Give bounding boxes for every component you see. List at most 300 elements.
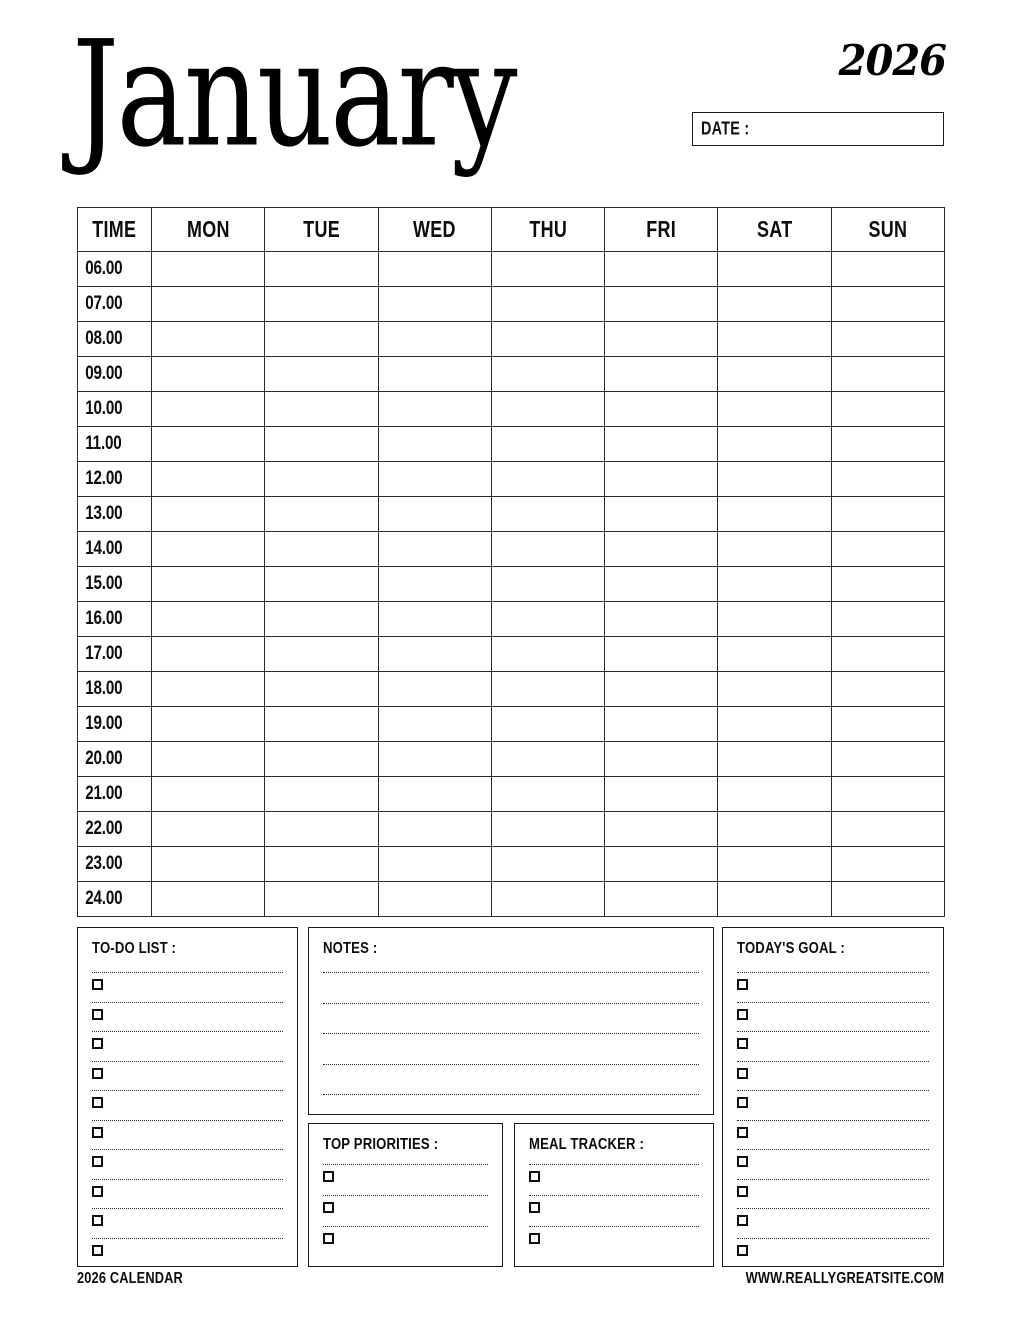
schedule-slot-tue-1500[interactable]: [265, 567, 378, 602]
schedule-time-label: 08.00: [85, 328, 123, 349]
schedule-slot-sat-2100[interactable]: [718, 777, 831, 812]
schedule-slot-sat-1800[interactable]: [718, 672, 831, 707]
schedule-slot-thu-2100[interactable]: [491, 777, 604, 812]
priority-item-row: [323, 1195, 488, 1226]
schedule-time-label: 09.00: [85, 363, 123, 384]
schedule-time-label: 15.00: [85, 573, 123, 594]
meal-item-writing-line[interactable]: [529, 1226, 699, 1227]
goal-item-row: [737, 1090, 929, 1120]
todo-item-checkbox[interactable]: [92, 1068, 103, 1079]
schedule-slot-sat-1400[interactable]: [718, 532, 831, 567]
todo-item-row: [92, 1090, 283, 1120]
schedule-slot-mon-1100[interactable]: [152, 427, 265, 462]
schedule-slot-sat-2200[interactable]: [718, 812, 831, 847]
schedule-slot-sun-1100[interactable]: [831, 427, 944, 462]
schedule-slot-mon-2000[interactable]: [152, 742, 265, 777]
meal-tracker-lines: [529, 1164, 699, 1257]
todo-item-row: [92, 1120, 283, 1150]
schedule-time-cell: [78, 812, 152, 847]
schedule-row: [78, 882, 945, 917]
schedule-time-label: 07.00: [85, 293, 123, 314]
schedule-header-sat: [718, 208, 831, 252]
goal-item-writing-line[interactable]: [737, 972, 929, 973]
notes-line-row: [323, 972, 699, 1003]
footer-calendar-label: 2026 CALENDAR: [77, 1270, 183, 1287]
schedule-slot-fri-1100[interactable]: [605, 427, 718, 462]
schedule-slot-tue-1300[interactable]: [265, 497, 378, 532]
schedule-time-label: 17.00: [85, 643, 123, 664]
todo-item-writing-line[interactable]: [92, 1179, 283, 1180]
todo-item-checkbox[interactable]: [92, 1215, 103, 1226]
schedule-slot-fri-2400[interactable]: [605, 882, 718, 917]
schedule-slot-sun-1000[interactable]: [831, 392, 944, 427]
schedule-slot-tue-1400[interactable]: [265, 532, 378, 567]
top-priorities-lines: [323, 1164, 488, 1257]
notes-line-row: [323, 1003, 699, 1034]
schedule-time-cell: [78, 637, 152, 672]
schedule-time-cell: [78, 427, 152, 462]
schedule-slot-thu-1100[interactable]: [491, 427, 604, 462]
schedule-slot-fri-1300[interactable]: [605, 497, 718, 532]
schedule-slot-sun-1500[interactable]: [831, 567, 944, 602]
goal-item-writing-line[interactable]: [737, 1002, 929, 1003]
schedule-header-sun: [831, 208, 944, 252]
schedule-slot-sun-2300[interactable]: [831, 847, 944, 882]
schedule-slot-sat-1600[interactable]: [718, 602, 831, 637]
month-title: January: [72, 10, 515, 180]
goal-item-writing-line[interactable]: [737, 1120, 929, 1121]
schedule-row: [78, 602, 945, 637]
priority-item-row: [323, 1226, 488, 1257]
schedule-slot-mon-1600[interactable]: [152, 602, 265, 637]
schedule-header-mon: [152, 208, 265, 252]
schedule-slot-mon-0900[interactable]: [152, 357, 265, 392]
schedule-slot-wed-0800[interactable]: [378, 322, 491, 357]
schedule-slot-thu-1400[interactable]: [491, 532, 604, 567]
schedule-slot-mon-1000[interactable]: [152, 392, 265, 427]
schedule-slot-fri-1200[interactable]: [605, 462, 718, 497]
notes-title: NOTES :: [323, 940, 378, 957]
schedule-slot-thu-2000[interactable]: [491, 742, 604, 777]
todo-item-writing-line[interactable]: [92, 1149, 283, 1150]
schedule-slot-sun-2200[interactable]: [831, 812, 944, 847]
todo-item-writing-line[interactable]: [92, 1031, 283, 1032]
schedule-slot-tue-2000[interactable]: [265, 742, 378, 777]
schedule-slot-sun-0900[interactable]: [831, 357, 944, 392]
schedule-slot-mon-1800[interactable]: [152, 672, 265, 707]
page-header: [0, 0, 1024, 200]
schedule-slot-fri-2100[interactable]: [605, 777, 718, 812]
schedule-slot-fri-1900[interactable]: [605, 707, 718, 742]
schedule-slot-thu-1700[interactable]: [491, 637, 604, 672]
schedule-slot-fri-2300[interactable]: [605, 847, 718, 882]
schedule-time-cell: [78, 847, 152, 882]
schedule-slot-thu-1500[interactable]: [491, 567, 604, 602]
schedule-slot-sat-0800[interactable]: [718, 322, 831, 357]
schedule-slot-mon-1200[interactable]: [152, 462, 265, 497]
schedule-slot-tue-1900[interactable]: [265, 707, 378, 742]
schedule-slot-sun-2000[interactable]: [831, 742, 944, 777]
schedule-slot-mon-2400[interactable]: [152, 882, 265, 917]
page-footer: [77, 1270, 944, 1296]
schedule-header-wed: [378, 208, 491, 252]
schedule-slot-mon-2200[interactable]: [152, 812, 265, 847]
schedule-row: [78, 532, 945, 567]
schedule-slot-sun-1900[interactable]: [831, 707, 944, 742]
schedule-time-label: 20.00: [85, 748, 123, 769]
schedule-slot-thu-1300[interactable]: [491, 497, 604, 532]
goal-item-row: [737, 972, 929, 1002]
schedule-slot-sun-2400[interactable]: [831, 882, 944, 917]
schedule-row: [78, 777, 945, 812]
schedule-time-cell: [78, 707, 152, 742]
schedule-row: [78, 427, 945, 462]
schedule-slot-sat-0600[interactable]: [718, 252, 831, 287]
priority-item-writing-line[interactable]: [323, 1164, 488, 1165]
schedule-time-label: 06.00: [85, 258, 123, 279]
schedule-slot-wed-2200[interactable]: [378, 812, 491, 847]
schedule-slot-thu-0900[interactable]: [491, 357, 604, 392]
schedule-row: [78, 392, 945, 427]
schedule-row: [78, 357, 945, 392]
goal-item-writing-line[interactable]: [737, 1149, 929, 1150]
goal-item-row: [737, 1031, 929, 1061]
schedule-slot-wed-2100[interactable]: [378, 777, 491, 812]
goal-item-checkbox[interactable]: [737, 1186, 748, 1197]
schedule-slot-tue-1600[interactable]: [265, 602, 378, 637]
schedule-slot-mon-1500[interactable]: [152, 567, 265, 602]
meal-tracker-panel: [514, 1123, 714, 1267]
schedule-slot-wed-1000[interactable]: [378, 392, 491, 427]
todo-item-checkbox[interactable]: [92, 1038, 103, 1049]
goal-item-checkbox[interactable]: [737, 1245, 748, 1256]
schedule-row: [78, 567, 945, 602]
schedule-header-thu: [491, 208, 604, 252]
schedule-header-fri: [605, 208, 718, 252]
schedule-slot-fri-1000[interactable]: [605, 392, 718, 427]
schedule-slot-sun-0600[interactable]: [831, 252, 944, 287]
schedule-header-label: THU: [529, 216, 567, 242]
goal-item-writing-line[interactable]: [737, 1208, 929, 1209]
footer-website-label: WWW.REALLYGREATSITE.COM: [745, 1270, 944, 1287]
schedule-time-label: 12.00: [85, 468, 123, 489]
schedule-slot-sun-1200[interactable]: [831, 462, 944, 497]
schedule-slot-tue-1800[interactable]: [265, 672, 378, 707]
schedule-slot-sat-1100[interactable]: [718, 427, 831, 462]
schedule-row: [78, 707, 945, 742]
schedule-slot-sun-1700[interactable]: [831, 637, 944, 672]
schedule-row: [78, 847, 945, 882]
goal-item-checkbox[interactable]: [737, 1215, 748, 1226]
notes-line-writing-line[interactable]: [323, 1094, 699, 1095]
schedule-header-label: FRI: [646, 216, 677, 242]
schedule-slot-sat-0900[interactable]: [718, 357, 831, 392]
schedule-slot-thu-1900[interactable]: [491, 707, 604, 742]
meal-item-row: [529, 1226, 699, 1257]
schedule-slot-sat-1000[interactable]: [718, 392, 831, 427]
goal-item-row: [737, 1061, 929, 1091]
schedule-slot-sat-1200[interactable]: [718, 462, 831, 497]
notes-panel: [308, 927, 714, 1115]
goal-item-checkbox[interactable]: [737, 1068, 748, 1079]
schedule-time-cell: [78, 497, 152, 532]
schedule-time-label: 11.00: [85, 433, 122, 454]
schedule-slot-sat-1900[interactable]: [718, 707, 831, 742]
goal-item-writing-line[interactable]: [737, 1031, 929, 1032]
schedule-header-label: WED: [413, 216, 457, 242]
schedule-slot-fri-0900[interactable]: [605, 357, 718, 392]
schedule-slot-mon-1400[interactable]: [152, 532, 265, 567]
todays-goal-lines: [737, 972, 929, 1267]
goal-item-row: [737, 1179, 929, 1209]
schedule-slot-sat-1500[interactable]: [718, 567, 831, 602]
schedule-slot-wed-1900[interactable]: [378, 707, 491, 742]
schedule-time-cell: [78, 532, 152, 567]
schedule-slot-mon-2300[interactable]: [152, 847, 265, 882]
schedule-slot-sun-1600[interactable]: [831, 602, 944, 637]
schedule-slot-wed-1200[interactable]: [378, 462, 491, 497]
todo-item-writing-line[interactable]: [92, 1061, 283, 1062]
meal-item-writing-line[interactable]: [529, 1164, 699, 1165]
todo-item-checkbox[interactable]: [92, 1186, 103, 1197]
schedule-row: [78, 637, 945, 672]
meal-tracker-title: MEAL TRACKER :: [529, 1136, 645, 1153]
todo-item-row: [92, 1002, 283, 1032]
schedule-slot-thu-1600[interactable]: [491, 602, 604, 637]
schedule-slot-wed-0600[interactable]: [378, 252, 491, 287]
schedule-slot-sun-1400[interactable]: [831, 532, 944, 567]
priority-item-row: [323, 1164, 488, 1195]
schedule-slot-tue-2400[interactable]: [265, 882, 378, 917]
schedule-slot-thu-1200[interactable]: [491, 462, 604, 497]
schedule-slot-mon-1300[interactable]: [152, 497, 265, 532]
schedule-time-cell: [78, 742, 152, 777]
schedule-header-label: TIME: [92, 216, 137, 242]
schedule-slot-tue-1000[interactable]: [265, 392, 378, 427]
schedule-slot-wed-1300[interactable]: [378, 497, 491, 532]
schedule-slot-sat-0700[interactable]: [718, 287, 831, 322]
schedule-time-label: 16.00: [85, 608, 123, 629]
schedule-slot-tue-0800[interactable]: [265, 322, 378, 357]
schedule-slot-wed-2000[interactable]: [378, 742, 491, 777]
schedule-time-cell: [78, 602, 152, 637]
schedule-slot-fri-1500[interactable]: [605, 567, 718, 602]
schedule-time-cell: [78, 322, 152, 357]
todo-item-checkbox[interactable]: [92, 979, 103, 990]
schedule-slot-fri-0600[interactable]: [605, 252, 718, 287]
top-priorities-title: TOP PRIORITIES :: [323, 1136, 439, 1153]
goal-item-row: [737, 1120, 929, 1150]
schedule-slot-mon-1900[interactable]: [152, 707, 265, 742]
todo-item-row: [92, 1179, 283, 1209]
schedule-slot-sun-1800[interactable]: [831, 672, 944, 707]
schedule-time-cell: [78, 672, 152, 707]
schedule-slot-thu-0700[interactable]: [491, 287, 604, 322]
meal-item-checkbox[interactable]: [529, 1171, 540, 1182]
schedule-slot-thu-0600[interactable]: [491, 252, 604, 287]
schedule-slot-fri-0700[interactable]: [605, 287, 718, 322]
schedule-slot-thu-2200[interactable]: [491, 812, 604, 847]
schedule-slot-fri-1400[interactable]: [605, 532, 718, 567]
priority-item-writing-line[interactable]: [323, 1226, 488, 1227]
date-field-label: DATE :: [701, 118, 750, 139]
schedule-slot-sun-0700[interactable]: [831, 287, 944, 322]
schedule-slot-wed-1500[interactable]: [378, 567, 491, 602]
schedule-slot-tue-0700[interactable]: [265, 287, 378, 322]
schedule-slot-mon-0600[interactable]: [152, 252, 265, 287]
priority-item-checkbox[interactable]: [323, 1233, 334, 1244]
todays-goal-panel: [722, 927, 944, 1267]
schedule-slot-wed-1100[interactable]: [378, 427, 491, 462]
todo-item-row: [92, 1208, 283, 1238]
todo-item-checkbox[interactable]: [92, 1245, 103, 1256]
schedule-time-cell: [78, 567, 152, 602]
schedule-slot-sat-2000[interactable]: [718, 742, 831, 777]
schedule-slot-wed-1600[interactable]: [378, 602, 491, 637]
todo-item-writing-line[interactable]: [92, 972, 283, 973]
goal-item-checkbox[interactable]: [737, 1038, 748, 1049]
schedule-slot-thu-2400[interactable]: [491, 882, 604, 917]
goal-item-row: [737, 1002, 929, 1032]
schedule-header-label: TUE: [302, 216, 340, 242]
schedule-slot-fri-2000[interactable]: [605, 742, 718, 777]
priority-item-checkbox[interactable]: [323, 1171, 334, 1182]
todo-item-row: [92, 1031, 283, 1061]
goal-item-checkbox[interactable]: [737, 979, 748, 990]
schedule-slot-tue-2300[interactable]: [265, 847, 378, 882]
todays-goal-title: TODAY'S GOAL :: [737, 940, 845, 957]
schedule-slot-tue-0600[interactable]: [265, 252, 378, 287]
schedule-slot-sat-2400[interactable]: [718, 882, 831, 917]
schedule-slot-tue-1200[interactable]: [265, 462, 378, 497]
schedule-slot-thu-1000[interactable]: [491, 392, 604, 427]
schedule-row: [78, 742, 945, 777]
goal-item-writing-line[interactable]: [737, 1061, 929, 1062]
todo-list-panel: [77, 927, 298, 1267]
schedule-slot-sat-1700[interactable]: [718, 637, 831, 672]
goal-item-checkbox[interactable]: [737, 1097, 748, 1108]
notes-line-writing-line[interactable]: [323, 1033, 699, 1034]
meal-item-checkbox[interactable]: [529, 1202, 540, 1213]
schedule-slot-tue-2100[interactable]: [265, 777, 378, 812]
goal-item-writing-line[interactable]: [737, 1238, 929, 1239]
schedule-slot-thu-0800[interactable]: [491, 322, 604, 357]
todo-item-checkbox[interactable]: [92, 1156, 103, 1167]
schedule-header-tue: [265, 208, 378, 252]
schedule-slot-thu-1800[interactable]: [491, 672, 604, 707]
schedule-header-label: SAT: [756, 216, 793, 242]
schedule-slot-tue-2200[interactable]: [265, 812, 378, 847]
todo-item-writing-line[interactable]: [92, 1090, 283, 1091]
todo-item-writing-line[interactable]: [92, 1002, 283, 1003]
schedule-slot-tue-1100[interactable]: [265, 427, 378, 462]
schedule-slot-sat-1300[interactable]: [718, 497, 831, 532]
todo-item-writing-line[interactable]: [92, 1120, 283, 1121]
schedule-time-cell: [78, 462, 152, 497]
schedule-header-label: SUN: [868, 216, 908, 242]
top-priorities-panel: [308, 1123, 503, 1267]
schedule-row: [78, 252, 945, 287]
todo-item-checkbox[interactable]: [92, 1127, 103, 1138]
todo-item-writing-line[interactable]: [92, 1238, 283, 1239]
todo-item-row: [92, 1149, 283, 1179]
goal-item-checkbox[interactable]: [737, 1009, 748, 1020]
goal-item-row: [737, 1238, 929, 1268]
schedule-slot-wed-2300[interactable]: [378, 847, 491, 882]
schedule-time-label: 24.00: [85, 888, 123, 909]
notes-line-writing-line[interactable]: [323, 1003, 699, 1004]
todo-list-lines: [92, 972, 283, 1267]
schedule-slot-fri-1600[interactable]: [605, 602, 718, 637]
bottom-panels: [77, 927, 944, 1267]
meal-item-writing-line[interactable]: [529, 1195, 699, 1196]
schedule-slot-wed-2400[interactable]: [378, 882, 491, 917]
notes-line-row: [323, 1064, 699, 1095]
schedule-slot-fri-0800[interactable]: [605, 322, 718, 357]
date-field[interactable]: [692, 112, 944, 146]
priority-item-checkbox[interactable]: [323, 1202, 334, 1213]
schedule-slot-wed-1400[interactable]: [378, 532, 491, 567]
weekly-schedule: [77, 207, 944, 917]
schedule-slot-sun-2100[interactable]: [831, 777, 944, 812]
goal-item-checkbox[interactable]: [737, 1156, 748, 1167]
schedule-slot-mon-0700[interactable]: [152, 287, 265, 322]
schedule-slot-wed-0700[interactable]: [378, 287, 491, 322]
schedule-row: [78, 812, 945, 847]
schedule-table: [77, 207, 945, 917]
schedule-row: [78, 322, 945, 357]
notes-lines: [323, 972, 699, 1125]
todo-item-row: [92, 1061, 283, 1091]
priority-item-writing-line[interactable]: [323, 1195, 488, 1196]
schedule-row: [78, 497, 945, 532]
todo-item-checkbox[interactable]: [92, 1097, 103, 1108]
goal-item-writing-line[interactable]: [737, 1179, 929, 1180]
todo-item-writing-line[interactable]: [92, 1208, 283, 1209]
schedule-slot-wed-1800[interactable]: [378, 672, 491, 707]
schedule-slot-mon-1700[interactable]: [152, 637, 265, 672]
schedule-slot-tue-0900[interactable]: [265, 357, 378, 392]
schedule-slot-thu-2300[interactable]: [491, 847, 604, 882]
schedule-slot-sat-2300[interactable]: [718, 847, 831, 882]
schedule-slot-mon-2100[interactable]: [152, 777, 265, 812]
schedule-time-label: 19.00: [85, 713, 123, 734]
schedule-time-label: 18.00: [85, 678, 123, 699]
goal-item-checkbox[interactable]: [737, 1127, 748, 1138]
schedule-slot-tue-1700[interactable]: [265, 637, 378, 672]
schedule-slot-mon-0800[interactable]: [152, 322, 265, 357]
schedule-slot-fri-2200[interactable]: [605, 812, 718, 847]
schedule-slot-wed-0900[interactable]: [378, 357, 491, 392]
schedule-time-cell: [78, 882, 152, 917]
goal-item-writing-line[interactable]: [737, 1090, 929, 1091]
schedule-time-label: 23.00: [85, 853, 123, 874]
schedule-slot-sun-0800[interactable]: [831, 322, 944, 357]
schedule-slot-wed-1700[interactable]: [378, 637, 491, 672]
todo-item-checkbox[interactable]: [92, 1009, 103, 1020]
year-label: 2026: [838, 35, 946, 86]
goal-item-row: [737, 1208, 929, 1238]
meal-item-checkbox[interactable]: [529, 1233, 540, 1244]
schedule-slot-sun-1300[interactable]: [831, 497, 944, 532]
schedule-time-cell: [78, 777, 152, 812]
schedule-slot-fri-1800[interactable]: [605, 672, 718, 707]
schedule-slot-fri-1700[interactable]: [605, 637, 718, 672]
notes-line-writing-line[interactable]: [323, 972, 699, 973]
schedule-time-label: 13.00: [85, 503, 123, 524]
notes-line-writing-line[interactable]: [323, 1064, 699, 1065]
goal-item-row: [737, 1149, 929, 1179]
